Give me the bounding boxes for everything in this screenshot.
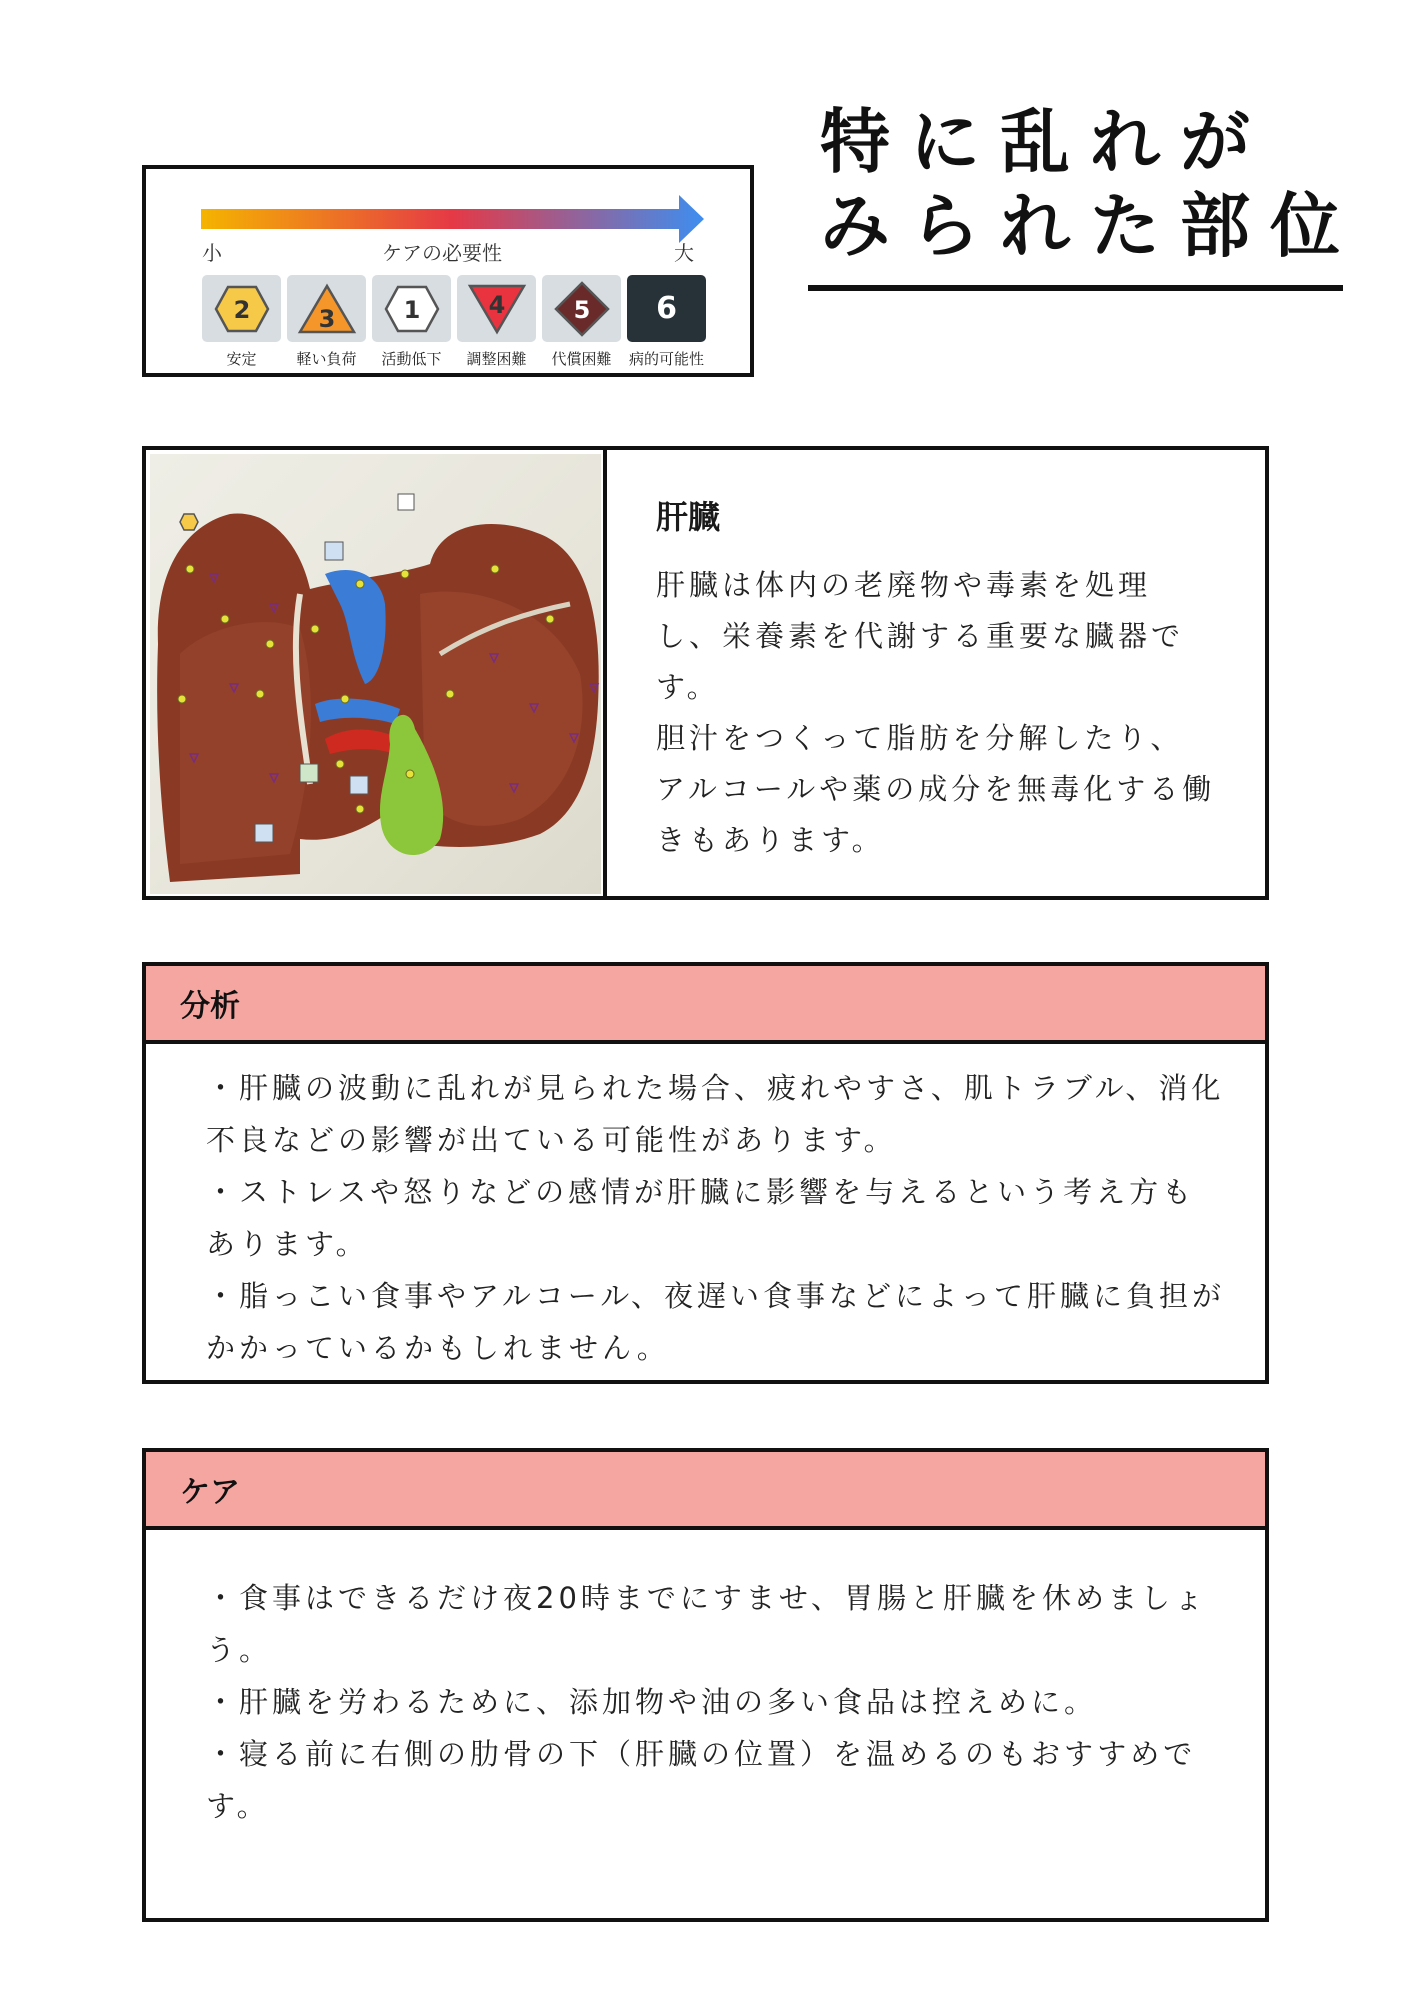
level-item [287, 275, 366, 369]
level-label: 軽い負荷 [296, 350, 357, 368]
level-number: 5 [573, 295, 590, 324]
level-item [457, 275, 536, 369]
organ-description-paragraph: 胆汁をつくって脂肪を分解したり、アルコールや薬の成分を無毒化する働きもあります。 [656, 721, 1216, 857]
legend-high-label: 大 [674, 241, 694, 265]
dark-square-icon [627, 275, 706, 342]
legend-scale-label: ケアの必要性 [382, 241, 502, 265]
level-number: 2 [233, 295, 250, 324]
care-body [146, 1530, 1265, 1832]
level-item [627, 275, 706, 369]
organ-description [656, 560, 1216, 866]
title-underline [808, 285, 1343, 291]
level-number: 4 [488, 290, 505, 319]
organ-divider [603, 450, 607, 896]
analysis-heading: 分析 [146, 966, 1265, 1044]
page-title-line1: 特に乱れが [820, 101, 1270, 183]
analysis-body [146, 1044, 1265, 1374]
analysis-item: ・ストレスや怒りなどの感情が肝臓に影響を与えるという考え方もあります。 [206, 1175, 1196, 1261]
hexagon-white-icon [384, 284, 440, 334]
level-item [202, 275, 281, 369]
hexagon-yellow-icon [214, 284, 270, 334]
legend-low-label: 小 [202, 241, 222, 265]
care-need-legend [142, 165, 754, 377]
liver-image-icon [150, 454, 601, 894]
level-number: 3 [318, 304, 335, 333]
care-heading: ケア [146, 1452, 1265, 1530]
page-title-line2: みられた部位 [820, 185, 1360, 267]
analysis-item: ・肝臓の波動に乱れが見られた場合、疲れやすさ、肌トラブル、消化不良などの影響が出ている可能性があります。 [206, 1071, 1225, 1157]
care-item: ・肝臓を労わるために、添加物や油の多い食品は控えめに。 [206, 1685, 1098, 1719]
level-item [542, 275, 621, 369]
care-item: ・食事はできるだけ夜20時までにすませ、胃腸と肝臓を休めましょう。 [206, 1581, 1208, 1667]
organ-name: 肝臓 [656, 498, 721, 536]
diamond-brown-icon [554, 281, 610, 337]
level-number: 1 [403, 295, 420, 324]
analysis-item: ・脂っこい食事やアルコール、夜遅い食事などによって肝臓に負担がかかっているかもしれません。 [206, 1279, 1225, 1365]
care-section [142, 1448, 1269, 1922]
organ-card [142, 446, 1269, 900]
liver-illustration [150, 454, 601, 894]
level-label: 活動低下 [381, 350, 442, 368]
triangle-down-red-icon [467, 283, 527, 335]
page-title [820, 100, 1360, 268]
analysis-section [142, 962, 1269, 1384]
care-item: ・寝る前に右側の肋骨の下（肝臓の位置）を温めるのもおすすめです。 [206, 1737, 1197, 1823]
level-item [372, 275, 451, 369]
level-number: 6 [656, 291, 677, 326]
level-list [202, 275, 706, 369]
level-label: 調整困難 [466, 350, 527, 368]
triangle-orange-icon [297, 283, 357, 335]
organ-description-paragraph: 肝臓は体内の老廃物や毒素を処理し、栄養素を代謝する重要な臓器です。 [656, 568, 1185, 704]
level-label: 安定 [226, 350, 257, 368]
level-label: 代償困難 [551, 350, 612, 368]
level-label: 病的可能性 [628, 350, 704, 368]
